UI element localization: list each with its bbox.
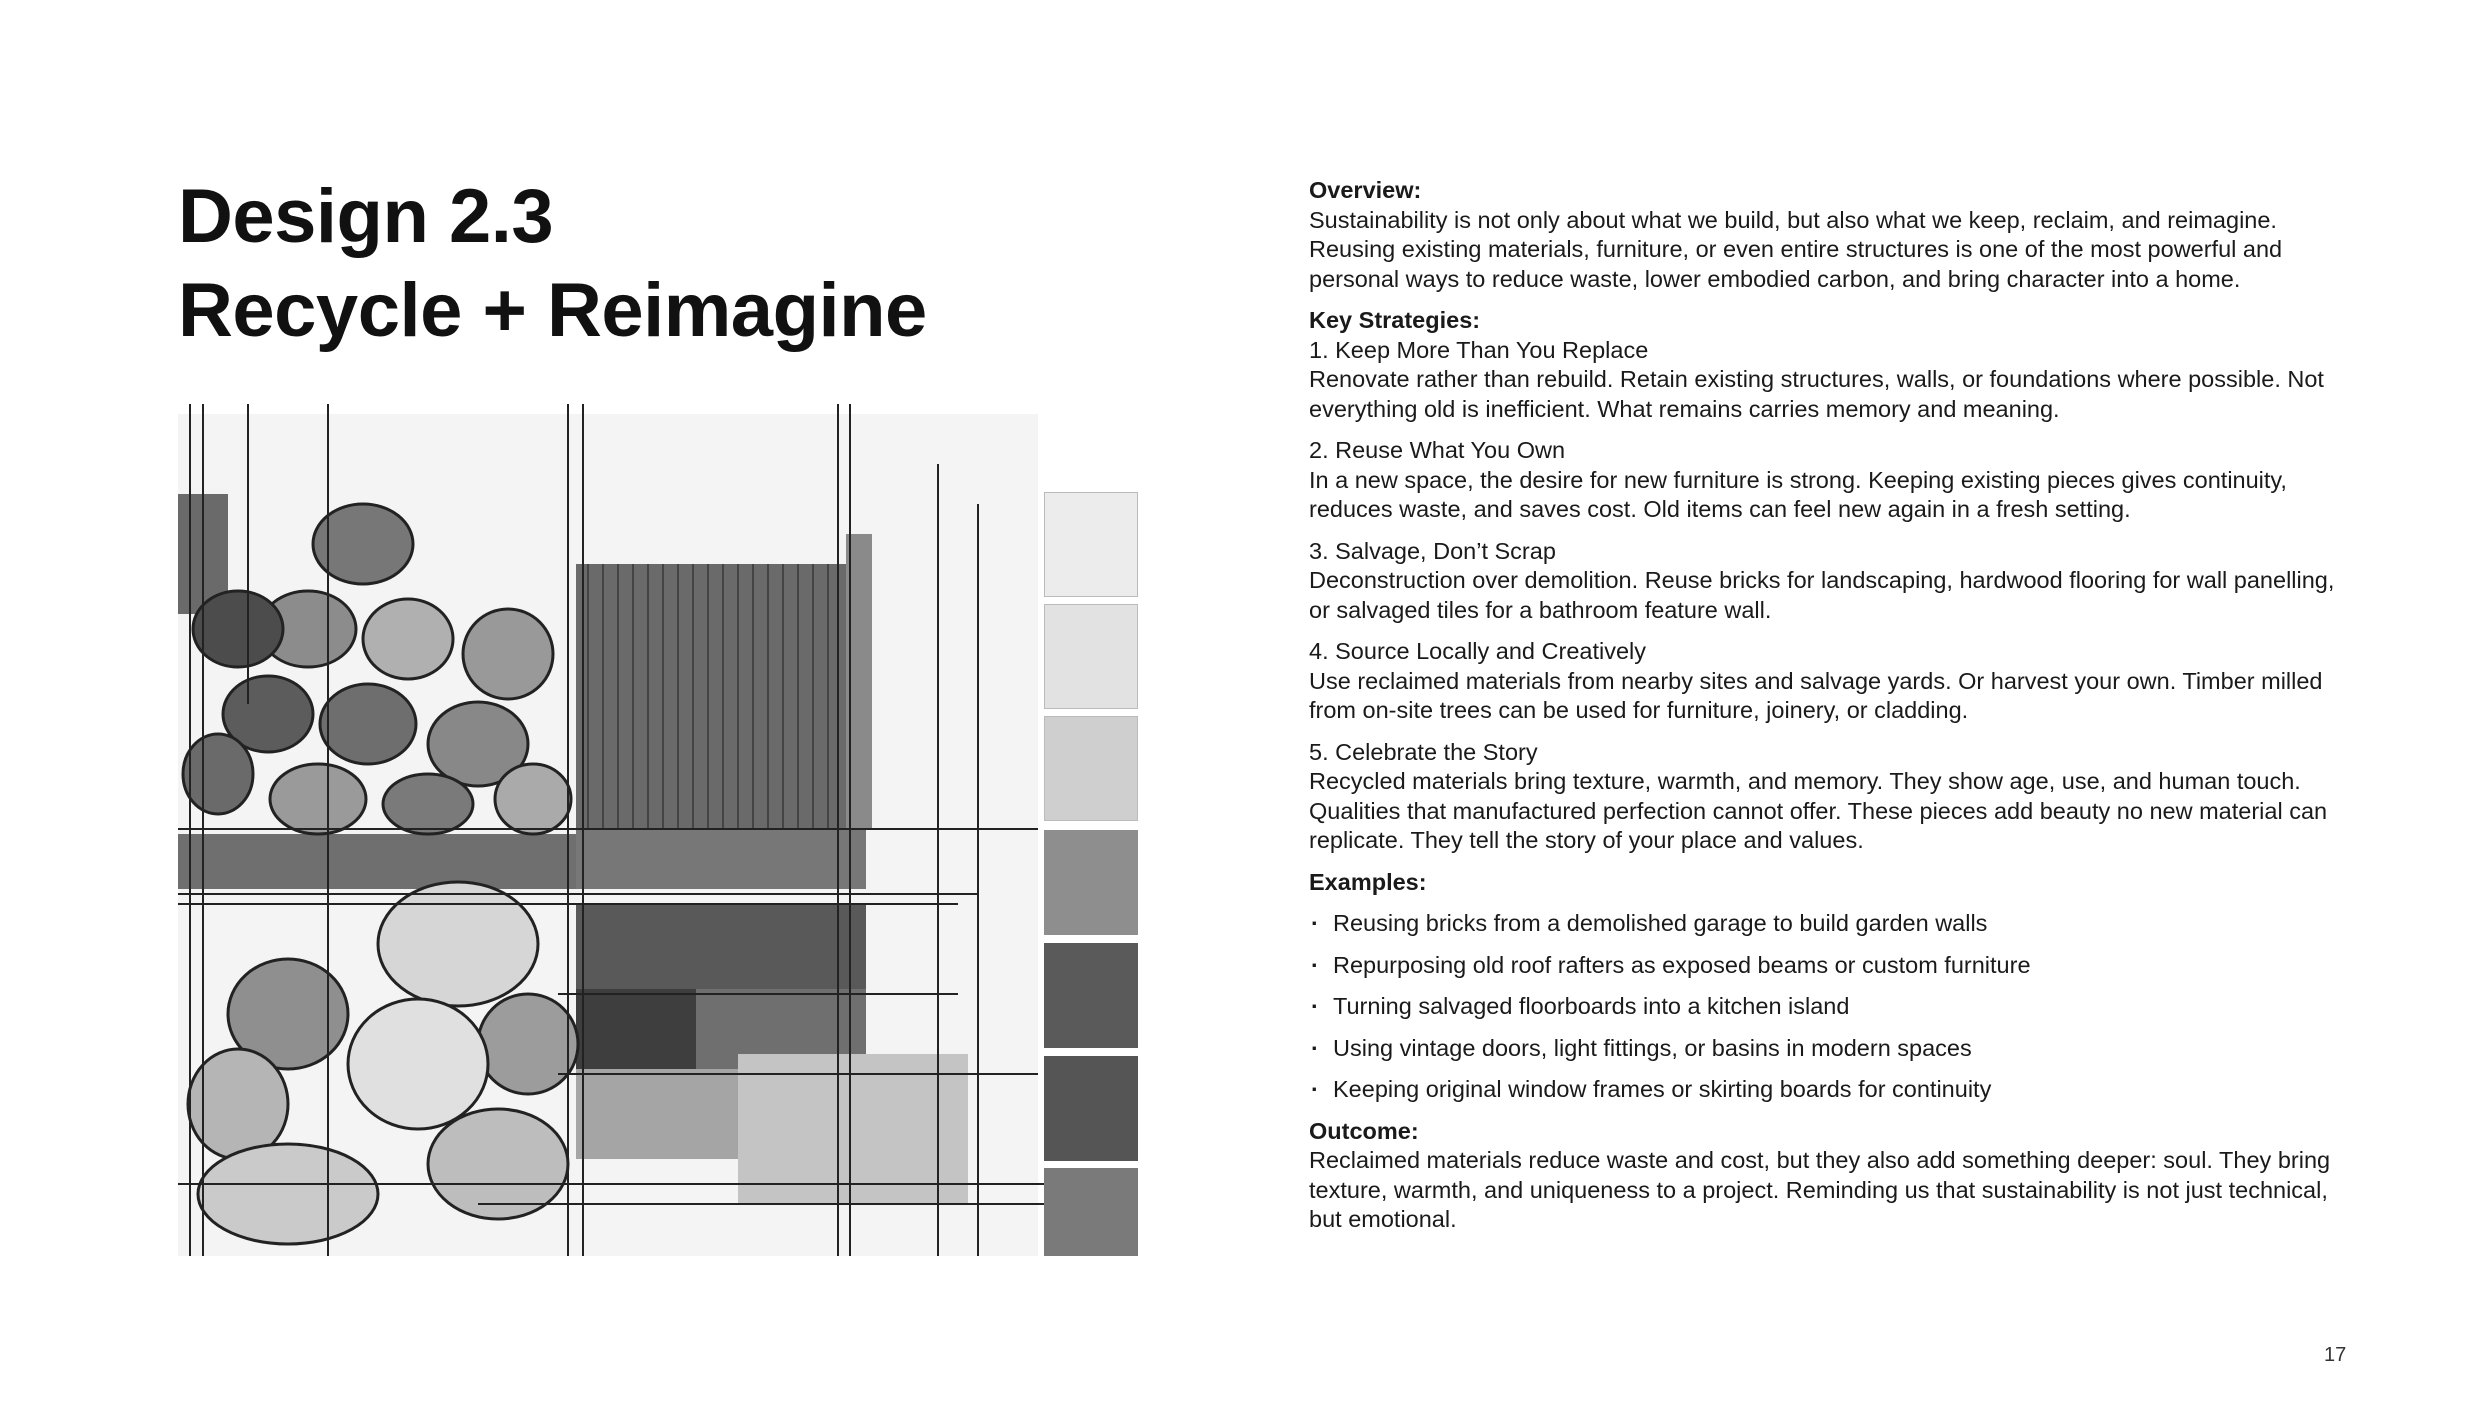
content-column bbox=[1309, 176, 2339, 1235]
list-item: · Repurposing old roof rafters as exposed beams or custom furniture bbox=[1309, 951, 2339, 981]
strategy-item bbox=[1309, 336, 2339, 425]
palette-swatch bbox=[1044, 492, 1138, 597]
outcome-body: Reclaimed materials reduce waste and cost, but they also add something deeper: soul. They bring texture, warmth, and uniqueness to a project. Reminding us that sustainability is not just technical, but emotional. bbox=[1309, 1147, 2331, 1232]
examples-section bbox=[1309, 868, 2339, 1105]
strategy-item bbox=[1309, 537, 2339, 626]
strategy-title: 3. Salvage, Don’t Scrap bbox=[1309, 537, 1556, 564]
title-line-1: Design 2.3 bbox=[178, 174, 554, 259]
examples-list bbox=[1309, 909, 2339, 1105]
title-line-2: Recycle + Reimagine bbox=[178, 268, 927, 353]
list-item: · Keeping original window frames or skirting boards for continuity bbox=[1309, 1075, 2339, 1105]
strategy-title: 4. Source Locally and Creatively bbox=[1309, 638, 1647, 664]
palette-swatch bbox=[1044, 830, 1138, 935]
page-title bbox=[178, 170, 927, 358]
strategy-body: Renovate rather than rebuild. Retain existing structures, walls, or foundations where possible. Not everything old is inefficient. What remains carries memory and meaning. bbox=[1309, 366, 2324, 422]
strategy-title: 2. Reuse What You Own bbox=[1309, 437, 1566, 463]
strategy-item bbox=[1309, 738, 2339, 856]
outcome-section bbox=[1309, 1117, 2339, 1235]
strategy-title: 1. Keep More Than You Replace bbox=[1309, 336, 1649, 363]
list-item: · Turning salvaged floorboards into a kitchen island bbox=[1309, 992, 2339, 1022]
strategy-body: Recycled materials bring texture, warmth, and memory. They show age, use, and human touch. Qualities that manufactured perfection cannot offer. These pieces add beauty no new material can replicate. They tell the story of your place and values. bbox=[1309, 768, 2328, 853]
overview-section bbox=[1309, 176, 2339, 294]
palette-swatch bbox=[1044, 1056, 1138, 1161]
key-strategies-section bbox=[1309, 306, 2339, 856]
strategy-body: In a new space, the desire for new furniture is strong. Keeping existing pieces gives continuity, reduces waste, and saves cost. Old items can feel new again in a fresh setting. bbox=[1309, 466, 2287, 522]
examples-heading: Examples: bbox=[1309, 868, 1427, 895]
sketch-illustration bbox=[178, 404, 1138, 1256]
strategy-item bbox=[1309, 637, 2339, 726]
strategy-body: Deconstruction over demolition. Reuse bricks for landscaping, hardwood flooring for wall panelling, or salvaged tiles for a bathroom feature wall. bbox=[1309, 567, 2335, 623]
strategy-title: 5. Celebrate the Story bbox=[1309, 738, 1538, 765]
list-item: · Using vintage doors, light fittings, or basins in modern spaces bbox=[1309, 1034, 2339, 1064]
key-strategies-heading: Key Strategies: bbox=[1309, 307, 1481, 333]
overview-body: Sustainability is not only about what we build, but also what we keep, reclaim, and reimagine. Reusing existing materials, furniture, or even entire structures is one of the most powerful and personal ways to reduce waste, lower embodied carbon, and bring character into a home. bbox=[1309, 206, 2283, 292]
overview-heading: Overview: bbox=[1309, 177, 1422, 203]
list-item: · Reusing bricks from a demolished garage to build garden walls bbox=[1309, 909, 2339, 939]
palette-swatch bbox=[1044, 716, 1138, 821]
page-number: 17 bbox=[2324, 1344, 2347, 1366]
palette-swatch bbox=[1044, 1168, 1138, 1256]
palette-swatch bbox=[1044, 604, 1138, 709]
strategy-body: Use reclaimed materials from nearby sites and salvage yards. Or harvest your own. Timber milled from on-site trees can be used for furniture, joinery, or cladding. bbox=[1309, 667, 2323, 723]
strategy-item bbox=[1309, 436, 2339, 525]
palette-swatch bbox=[1044, 943, 1138, 1048]
outcome-heading: Outcome: bbox=[1309, 1117, 1419, 1144]
